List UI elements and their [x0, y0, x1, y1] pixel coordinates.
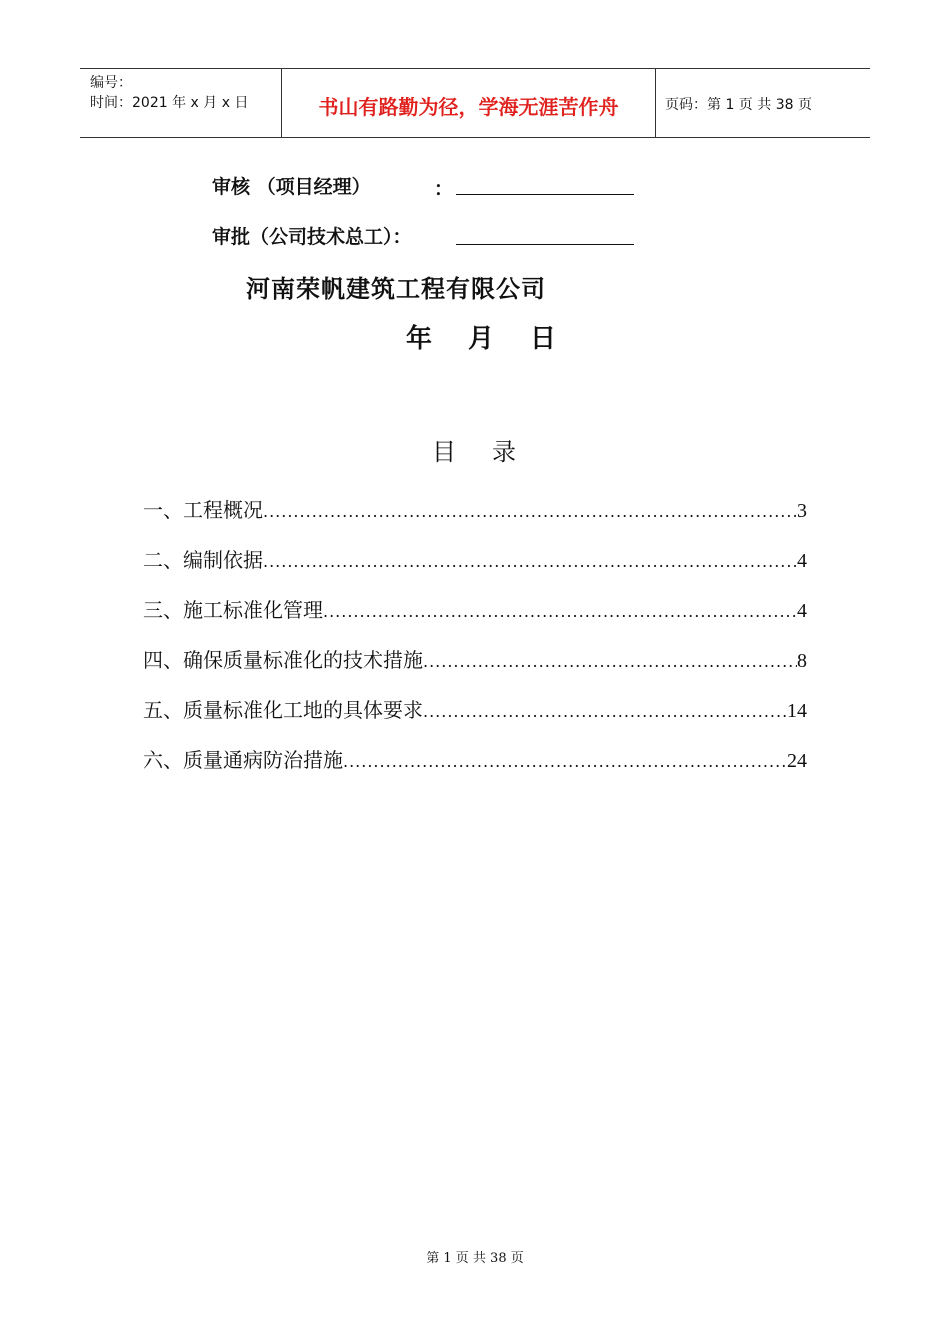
toc-title	[432, 432, 516, 467]
date-line	[406, 318, 556, 355]
toc-item-page: 3	[797, 500, 807, 522]
review-label: 审核 （项目经理）	[212, 176, 371, 198]
toc-item[interactable]	[143, 694, 807, 744]
company-name: 河南荣帆建筑工程有限公司	[246, 275, 546, 303]
toc-item-page: 4	[797, 600, 807, 622]
toc-leader-dots	[423, 702, 787, 721]
toc-leader-dots	[343, 752, 787, 771]
toc-leader-dots	[423, 652, 797, 671]
review-signature-line	[456, 194, 634, 195]
toc-item-label: 四、确保质量标准化的技术措施	[143, 648, 423, 672]
date-day: 日	[530, 324, 557, 354]
date-year: 年	[406, 324, 433, 354]
header-motto-cell	[281, 69, 656, 137]
toc-item[interactable]	[143, 644, 807, 694]
toc-item-page: 14	[787, 700, 807, 722]
header-table	[80, 68, 870, 138]
toc-item[interactable]	[143, 494, 807, 544]
toc-item-label: 一、工程概况	[143, 498, 263, 522]
toc-item-page: 24	[787, 750, 807, 772]
toc-leader-dots	[263, 502, 797, 521]
toc-item[interactable]	[143, 744, 807, 794]
toc-title-char-2: 录	[492, 438, 516, 466]
toc-item-page: 4	[797, 550, 807, 572]
toc-item[interactable]	[143, 594, 807, 644]
table-of-contents	[143, 494, 807, 794]
document-time-label: 时间：2021 年 x 月 x 日	[90, 95, 249, 111]
toc-item[interactable]	[143, 544, 807, 594]
date-month: 月	[468, 324, 495, 354]
header-page-cell	[655, 69, 870, 137]
toc-leader-dots	[323, 602, 797, 621]
toc-leader-dots	[263, 552, 797, 571]
page-code: 页码：第 1 页 共 38 页	[665, 97, 812, 113]
motto-text: 书山有路勤为径，学海无涯苦作舟	[318, 95, 619, 119]
document-number-label: 编号：	[90, 75, 132, 91]
toc-item-label: 二、编制依据	[143, 548, 263, 572]
page-footer: 第 1 页 共 38 页	[426, 1251, 524, 1266]
toc-item-label: 六、质量通病防治措施	[143, 748, 343, 772]
approve-label: 审批（公司技术总工）：	[212, 226, 412, 248]
toc-item-label: 三、施工标准化管理	[143, 598, 323, 622]
toc-title-char-1: 目	[432, 438, 456, 466]
toc-item-label: 五、质量标准化工地的具体要求	[143, 698, 423, 722]
toc-item-page: 8	[797, 650, 807, 672]
header-meta-cell	[80, 69, 281, 137]
review-colon: ：	[434, 178, 454, 200]
approve-signature-line	[456, 244, 634, 245]
